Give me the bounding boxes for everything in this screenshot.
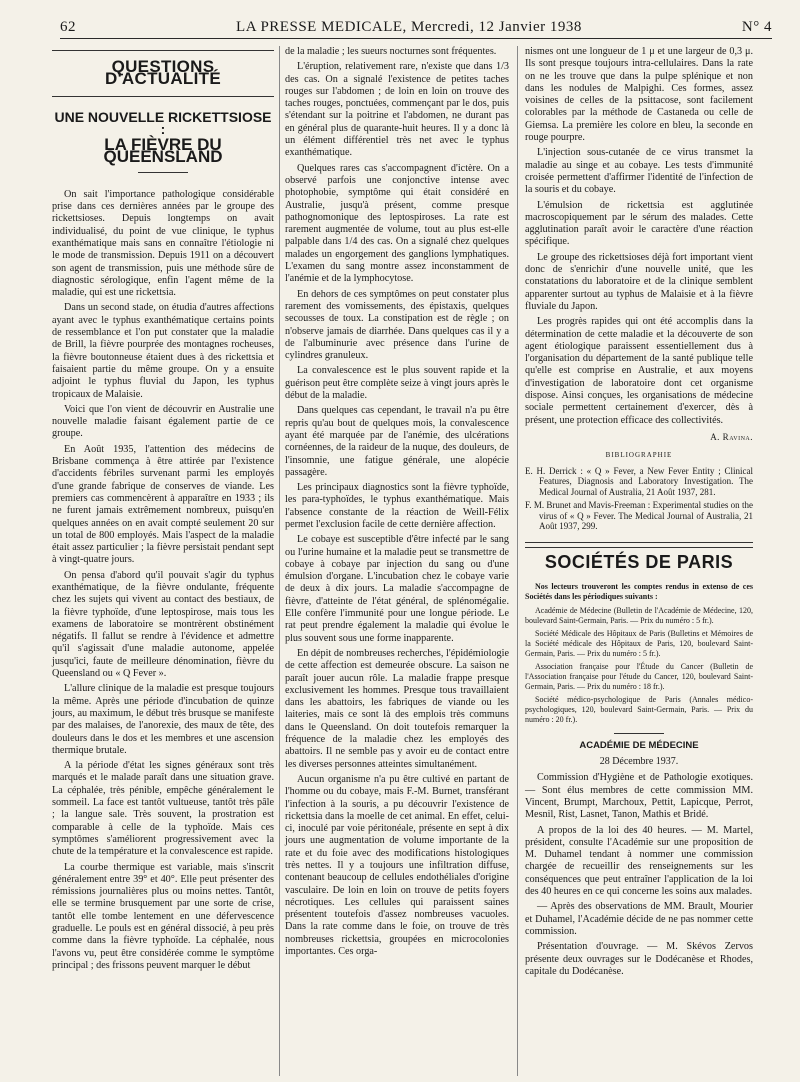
paragraph: En Août 1935, l'attention des médecins de Brisbane commença à être attirée par l'existence d'accidents fébriles survenant parmi les employés d'une grande fabrique de conserves de viande. Les premiers cas commencèrent à apparaître en 1933 ; ils ne furent jamais extrêmement nombreux, puisqu'en quelques années on en avait compté seulement 20 sur un total de 800 employés. Mais l'aspect de la maladie était assez particulier ; la fièvre persistait pendant sept à vingt-quatre jours. bbox=[52, 443, 274, 566]
paragraph: On sait l'importance pathologique considérable prise dans ces dernières années par le groupe des rickettsioses. Depuis longtemps on avait individualisé, du point de vue clinique, le typhus exanthématique mais sans en connaître l'étiologie ni le mode de transmission. Depuis 1911 on a découvert son agent de transmission, puis une méthode sûre de diagnostic sérologique, enfin l'agent même de la maladie, qui est une rickettsia. bbox=[52, 188, 274, 299]
column-rule bbox=[517, 46, 518, 1076]
meeting-date: 28 Décembre 1937. bbox=[599, 756, 679, 768]
paragraph: A propos de la loi des 40 heures. — M. Martel, président, consulte l'Académie sur une proposition de M. Duhamel tendant à nommer une commission chargée de recueillir des renseignements sur les conséquences que peut entraîner l'application de la loi des 40 heures en ce qui concerne les soins aux malades. bbox=[525, 824, 753, 898]
column-rule bbox=[279, 46, 280, 1076]
paragraph: L'émulsion de rickettsia est agglutinée macroscopiquement par le sérum des malades. Cette agglutination paraît avoir le caractère d'une réaction spécifique. bbox=[525, 199, 753, 248]
paragraph: On pensa d'abord qu'il pouvait s'agir du typhus exanthématique, de la fièvre ondulante, fréquente chez les sujets qui vivent au contact des bestiaux, de la fièvre typhoïde, d'une leptospirose, mais tous les examens de laboratoire se montrèrent obstinément négatifs. Il fallut se rendre à l'évidence et admettre qu'il s'agissait d'une maladie autonome, appelée jusqu'ici, faute de meilleure dénomination, fièvre du Queensland ou « Q Fever ». bbox=[52, 569, 274, 680]
article-subtitle: UNE NOUVELLE RICKETTSIOSE : bbox=[54, 108, 272, 137]
issue-number: N° 4 bbox=[741, 18, 772, 35]
society-item: Société Médicale des Hôpitaux de Paris (Bulletins et Mémoires de la Société médicale des Hôpitaux de Paris, 120, boulevard Saint-Germain, Paris. — Prix du numéro : 5 fr.). bbox=[525, 628, 753, 658]
title-rule bbox=[138, 172, 188, 173]
paragraph: Commission d'Hygiène et de Pathologie exotiques. — Sont élus membres de cette commission MM. Vincent, Brumpt, Marchoux, Pettit, Lapicque, Perrot, Mesnil, Rist, Lasnet, Tanon, Mathis et Bridé. bbox=[525, 772, 753, 821]
paragraph: Dans quelques cas cependant, le travail n'a pu être repris qu'au bout de quelques mois, la convalescence ayant été marquée par de l'anémie, des ulcérations cornéennes, de la raideur de la nuque, des douleurs, de l'insomnie, une fatigue générale, une alopécie passagère. bbox=[285, 405, 509, 478]
paragraph: — Après des observations de MM. Brault, Mourier et Duhamel, l'Académie décide de ne pas nommer cette commission. bbox=[525, 901, 753, 937]
societes-title: SOCIÉTÉS DE PARIS bbox=[544, 551, 734, 572]
paragraph: Le groupe des rickettsioses déjà fort important vient donc de s'enrichir d'une nouvelle unité, que les constatations du laboratoire et de la clinique semblent apparenter surtout au typhus de Malaisie et à la fièvre fluviale du Japon. bbox=[525, 251, 753, 312]
column-1 bbox=[52, 46, 274, 975]
column-3 bbox=[525, 46, 753, 981]
paragraph: L'injection sous-cutanée de ce virus transmet la maladie au singe et au cobaye. Les tests d'immunité croisée permettent d'affirmer l'identité de l'infection de la souris et du cobaye. bbox=[525, 147, 753, 196]
bibliography-heading: BIBLIOGRAPHIE bbox=[605, 451, 673, 460]
paragraph: Dans un second stade, on étudia d'autres affections ayant avec le typhus exanthématique certains points de ressemblance et l'on put constater que la maladie de Brill, la fièvre pourprée des montagnes rocheuses, la fièvre boutonneuse étaient dues à des rickettsia et faisaient partie du même groupe. On y a ensuite adjoint le typhus fluvial du Japon, les typhus tropicaux de Malaisie. bbox=[52, 302, 274, 400]
paragraph: Aucun organisme n'a pu être cultivé en partant de l'homme ou du cobaye, mais F.-M. Burnet, transférant l'infection à la souris, a pu découvrir l'existence de rickettsia dans la moelle de cet animal. En effet, celui-ci, inoculé par voie péritonéale, présente en sept à dix jours une augmentation de volume importante de la rate et du foie avec des modifications histologiques très nettes. Il y a toujours une infiltration diffuse, contenant beaucoup de cellules endothéliales d'origine vasculaire. De loin en loin on trouve de petits foyers nécrotiques. Les cellules qui paraissent saines présentent toutefois d'assez nombreuses vacuoles. Dans la rate comme dans le foie, on trouve de très nombreuses rickettsia, groupées en microcolonies importantes. Ces orga- bbox=[285, 773, 509, 958]
page-number: 62 bbox=[60, 18, 76, 35]
society-item: Société médico-psychologique de Paris (Annales médico-psychologiques, 120, boulevard Saint-Germain, Paris. — Prix du numéro : 20 fr.). bbox=[525, 694, 753, 724]
paragraph: La courbe thermique est variable, mais s'inscrit généralement entre 39° et 40°. Elle peut présenter des rémissions journalières plus ou moins nettes. Tantôt, elle se termine brusquement par une sorte de crise, tantôt elle tombe lentement en une défervescence graduelle. Le pouls est en général dissocié, à peu près comme dans la fièvre typhoïde. La céphalée, nous l'avons vu, peut être considérée comme le symptôme principal ; des frissons peuvent marquer le début bbox=[52, 861, 274, 971]
society-item: Association française pour l'Étude du Cancer (Bulletin de l'Association française pour l'étude du Cancer, 120, boulevard Saint-Germain, Paris. — Prix du numéro : 18 fr.). bbox=[525, 661, 753, 691]
divider-rule bbox=[614, 733, 664, 734]
paragraph: L'allure clinique de la maladie est presque toujours la même. Après une période d'incubation de quinze jours, au maximum, le début très brusque se manifeste par des malaises, de l'anorexie, des maux de tête, des douleurs dans le dos et les membres et une ascension thermique brutale. bbox=[52, 683, 274, 756]
academie-title: ACADÉMIE DE MÉDECINE bbox=[579, 739, 699, 751]
paragraph: En dehors de ces symptômes on peut constater plus rarement des vomissements, des épistaxis, quelques secousses de toux. La constipation est de règle ; on n'observe jamais de diarrhée. Dans quelques cas il y a de l'albuminurie avec présence dans l'urine de cylindres granuleux. bbox=[285, 288, 509, 362]
running-header bbox=[60, 16, 772, 39]
paragraph: A la période d'état les signes généraux sont très marqués et le malade paraît dans une situation grave. La céphalée, très pénible, empêche généralement le sommeil. La face est tantôt vultueuse, tantôt très pâle ; la langue sale. Très souvent, la prostration est comparable à celle de la typhoïde. Mais ces symptômes s'améliorent progressivement avec la chute de la température et la convalescence est rapide. bbox=[52, 760, 274, 858]
section-rule bbox=[52, 50, 274, 51]
section-title: QUESTIONS D'ACTUALITÉ bbox=[105, 57, 221, 89]
article-title: LA FIÈVRE DU QUEENSLAND bbox=[103, 135, 223, 167]
paragraph: En dépit de nombreuses recherches, l'épidémiologie de cette affection est demeurée obscure. La saison ne paraît jouer aucun rôle. La maladie frappe presque exclusivement les hommes. Presque tous travaillaient dans les abattoirs, les fabriques de viande ou les laiteries, mais ce sont là des emplois très communs dans le Queensland. On doit toutefois remarquer la fréquence de la maladie chez les employés des abattoirs. Il ne semble pas y avoir eu de contact entre les diverses personnes atteintes simultanément. bbox=[285, 647, 509, 770]
paragraph: Les principaux diagnostics sont la fièvre typhoïde, les para-typhoïdes, le typhus exanthématique. Mais l'absence constante de la réaction de Weill-Félix permet l'exclusion facile de cette dernière affection. bbox=[285, 482, 509, 530]
paragraph: Les progrès rapides qui ont été accomplis dans la détermination de cette maladie et la découverte de son agent étiologique paraissent essentiellement dus à l'organisation du département de la santé publique telle qu'elle est comprise en Australie, et aux moyens d'investigation de laboratoire dont cet organisme dispose. Ainsi conçues, les organisations de médecine sociale permettent certainement d'exercer, dès à présent, une protection efficace des collectivités. bbox=[525, 316, 753, 426]
section-rule bbox=[525, 542, 753, 543]
society-item: Académie de Médecine (Bulletin de l'Académie de Médecine, 120, boulevard Saint-Germain, Paris. — Prix du numéro : 5 fr.). bbox=[525, 605, 753, 625]
paragraph: Le cobaye est susceptible d'être infecté par le sang ou l'urine humaine et la maladie peut se transmettre de cobaye à cobaye par injection du sang ou d'une émulsion d'organe. L'incubation chez le cobaye varie de deux à dix jours. La maladie s'accompagne de fièvre, d'atteinte de l'état général, de splénomégalie. Elle confère l'immunité pour une longue période. Le rat peut prendre également la maladie qui évolue le plus souvent sous une forme inapparente. bbox=[285, 534, 509, 644]
paragraph: de la maladie ; les sueurs nocturnes sont fréquentes. bbox=[285, 46, 497, 57]
section-rule bbox=[525, 547, 753, 548]
bibliography-item: E. H. Derrick : « Q » Fever, a New Fever Entity ; Clinical Features, Diagnosis and Laboratory Investigation. The Medical Journal of Australia, 21 Août 1937, 281. bbox=[525, 465, 753, 497]
paragraph: Présentation d'ouvrage. — M. Skévos Zervos présente deux ouvrages sur le Dodécanèse et Rhodes, capitale du Dodécanèse. bbox=[525, 941, 753, 977]
paragraph: L'éruption, relativement rare, n'existe que dans 1/3 des cas. On a signalé l'existence de petites taches rouges sur l'abdomen ; de loin en loin on trouve des taches rouges, ponctuées, commençant par le dos, puis s'étendant sur la poitrine et l'abdomen, ne durant pas en général plus de quarante-huit heures. Il y a donc là un élément différentiel très net avec le typhus exanthématique. bbox=[285, 61, 509, 159]
section-rule bbox=[52, 96, 274, 97]
author-signature: A. Ravina. bbox=[710, 431, 753, 442]
paragraph: Voici que l'on vient de découvrir en Australie une nouvelle maladie faisant également partie de ce groupe. bbox=[52, 403, 274, 440]
paragraph: nismes ont une longueur de 1 μ et une largeur de 0,3 μ. Ils sont presque toujours intra-cellulaires. Dans la rate on ne les trouve que dans la pulpe splénique et non dans les nodules de Malpighi. Ces formes, assez voisines de celles de la psittacose, sont facilement colorables par la méthode de Castaneda ou celle de Giemsa. La première les colore en bleu, la seconde en rouge pourpre. bbox=[525, 46, 753, 144]
journal-title-line: LA PRESSE MEDICALE, Mercredi, 12 Janvier 1938 bbox=[236, 18, 582, 35]
paragraph: La convalescence est le plus souvent rapide et la guérison peut être complète seize à vingt jours après le début de la maladie. bbox=[285, 365, 509, 402]
societes-intro: Nos lecteurs trouveront les comptes rendus in extenso de ces Sociétés dans les périodiques suivants : bbox=[525, 581, 753, 601]
bibliography-item: F. M. Brunet and Mavis-Freeman : Experimental studies on the virus of « Q » Fever. The Medical Journal of Australia, 21 Août 1937, 299. bbox=[525, 500, 753, 531]
column-2 bbox=[285, 46, 509, 961]
paragraph: Quelques rares cas s'accompagnent d'ictère. On a observé parfois une conjonctive intense avec photophobie, symptôme qui était considéré en Australie, jusqu'à présent, comme presque pathognomonique des leptospiroses. La rate est rarement augmentée de volume, tout au plus est-elle palpable dans 1/4 des cas. On a signalé chez quelques malades un engorgement des ganglions lymphatiques. L'examen du sang montre assez inconstamment de l'anémie et de la lymphocytose. bbox=[285, 162, 509, 285]
